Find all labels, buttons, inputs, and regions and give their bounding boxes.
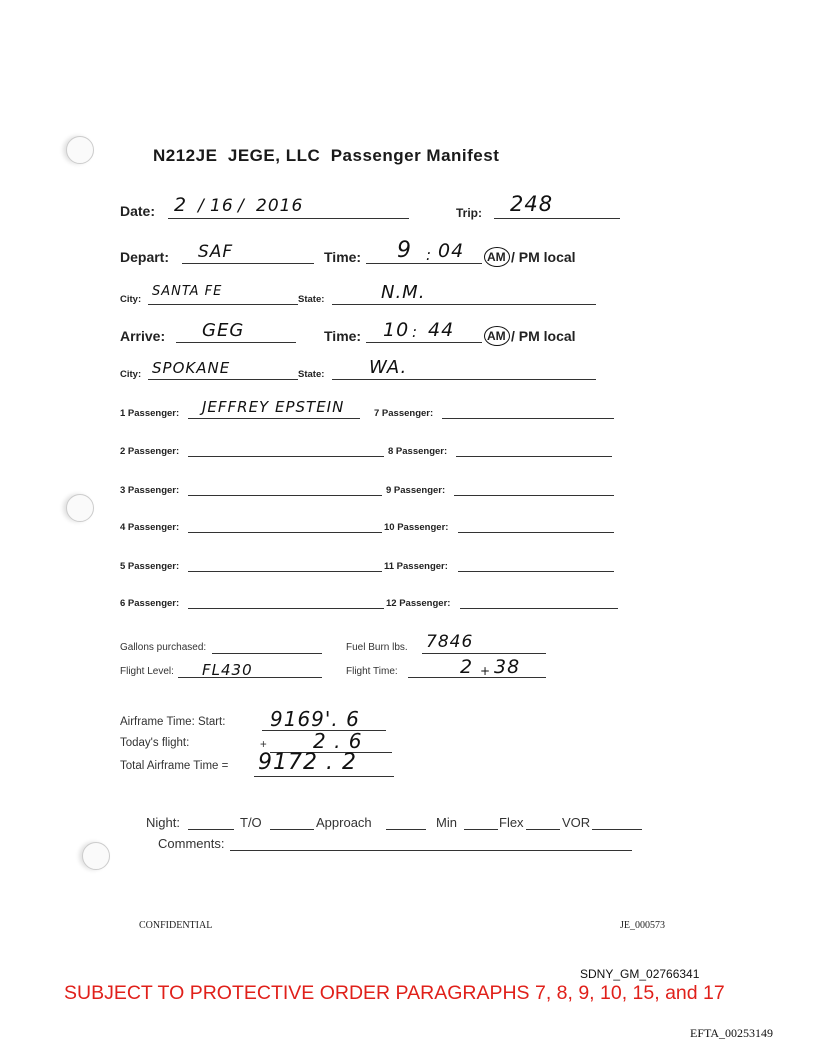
passenger-11-line — [458, 571, 614, 572]
arrive-pm-local-label: / PM local — [511, 328, 576, 344]
depart-colon: : — [426, 246, 433, 264]
to-line — [270, 829, 314, 830]
airframe-start-value: 9169'. 6 — [270, 707, 360, 731]
min-label: Min — [436, 815, 457, 830]
sdny-bates-number: SDNY_GM_02766341 — [580, 967, 700, 981]
passenger-5-line — [188, 571, 382, 572]
company-name: JEGE, LLC — [227, 146, 321, 165]
depart-label: Depart: — [120, 249, 170, 265]
airframe-start-label: Airframe Time: Start: — [120, 716, 226, 728]
trip-label: Trip: — [456, 206, 482, 220]
night-line — [188, 829, 234, 830]
je-bates-number: JE_000573 — [620, 920, 665, 931]
gallons-line — [212, 653, 322, 654]
depart-hour: 9 — [397, 238, 412, 263]
flight-level-label: Flight Level: — [120, 666, 174, 677]
passenger-12-label: 12 Passenger: — [386, 598, 451, 609]
depart-state-label: State: — [298, 294, 325, 305]
depart-pm-local-label: / PM local — [511, 249, 576, 265]
flex-line — [526, 829, 560, 830]
passenger-8-label: 8 Passenger: — [388, 446, 448, 457]
arrive-state-line — [332, 379, 596, 380]
depart-city-value: SANTA FE — [152, 284, 223, 299]
arrive-value: GEG — [202, 320, 245, 341]
flight-time-plus: + — [480, 664, 492, 678]
passenger-9-label: 9 Passenger: — [386, 485, 446, 496]
arrive-minute: 44 — [428, 319, 455, 341]
passenger-3-line — [188, 495, 382, 496]
depart-value: SAF — [198, 242, 234, 262]
depart-line — [182, 263, 314, 264]
flight-time-line — [408, 677, 546, 678]
depart-state-line — [332, 304, 596, 305]
form-title: Passenger Manifest — [330, 146, 500, 165]
depart-am-label: AM — [487, 250, 506, 264]
date-day: 16 — [210, 196, 234, 216]
efta-bates-number: EFTA_00253149 — [690, 1026, 774, 1040]
fuel-burn-value: 7846 — [426, 632, 474, 652]
arrive-hour: 10 — [383, 319, 410, 341]
punch-hole-middle — [66, 494, 94, 522]
punch-hole-bottom — [82, 842, 110, 870]
passenger-7-label: 7 Passenger: — [374, 408, 434, 419]
depart-state-value: N.M. — [381, 282, 426, 303]
protective-order-notice: SUBJECT TO PROTECTIVE ORDER PARAGRAPHS 7, 8, 9, 10, 15, and 17 — [64, 982, 725, 1004]
flight-time-minutes: 38 — [494, 656, 521, 678]
date-sep-1: / — [198, 196, 205, 216]
todays-flight-value: 2 . 6 — [313, 729, 363, 753]
todays-flight-plus: + — [260, 739, 267, 751]
punch-hole-top — [66, 136, 94, 164]
passenger-9-line — [454, 495, 614, 496]
night-label: Night: — [146, 815, 180, 830]
passenger-2-label: 2 Passenger: — [120, 446, 180, 457]
total-airframe-line — [254, 776, 394, 777]
date-month: 2 — [174, 194, 188, 216]
flight-time-hours: 2 — [460, 656, 474, 678]
to-label: T/O — [240, 815, 262, 830]
arrive-time-line — [366, 342, 482, 343]
depart-time-line — [366, 263, 482, 264]
date-sep-2: / — [238, 196, 245, 216]
passenger-2-line — [188, 456, 384, 457]
passenger-5-label: 5 Passenger: — [120, 561, 180, 572]
passenger-10-line — [458, 532, 614, 533]
passenger-12-line — [460, 608, 618, 609]
confidential-label: CONFIDENTIAL — [139, 920, 213, 931]
date-line — [168, 218, 409, 219]
passenger-10-label: 10 Passenger: — [384, 522, 449, 533]
comments-label: Comments: — [158, 836, 225, 851]
arrive-label: Arrive: — [120, 328, 166, 344]
arrive-city-label: City: — [120, 369, 142, 380]
date-year: 2016 — [256, 196, 304, 216]
vor-label: VOR — [562, 815, 591, 830]
passenger-3-label: 3 Passenger: — [120, 485, 180, 496]
passenger-4-label: 4 Passenger: — [120, 522, 180, 533]
total-airframe-label: Total Airframe Time = — [120, 760, 229, 772]
arrive-time-label: Time: — [324, 328, 362, 344]
passenger-11-label: 11 Passenger: — [384, 561, 448, 572]
date-label: Date: — [120, 203, 156, 219]
form-header — [153, 146, 499, 166]
arrive-colon: : — [412, 323, 419, 341]
depart-minute: 04 — [438, 240, 465, 262]
flex-label: Flex — [499, 815, 524, 830]
depart-city-line — [148, 304, 298, 305]
passenger-8-line — [456, 456, 612, 457]
comments-line — [230, 850, 632, 851]
depart-time-label: Time: — [324, 249, 362, 265]
total-airframe-value: 9172 . 2 — [258, 750, 357, 775]
fuel-burn-line — [422, 653, 546, 654]
trip-value: 248 — [510, 192, 554, 216]
min-line — [464, 829, 498, 830]
fuel-burn-label: Fuel Burn lbs. — [346, 642, 408, 653]
trip-line — [494, 218, 620, 219]
tail-number: N212JE — [153, 146, 218, 165]
depart-city-label: City: — [120, 294, 142, 305]
arrive-am-label: AM — [487, 329, 506, 343]
flight-level-value: FL430 — [202, 661, 253, 679]
arrive-state-label: State: — [298, 369, 325, 380]
vor-line — [592, 829, 642, 830]
arrive-city-value: SPOKANE — [152, 359, 231, 377]
passenger-6-line — [188, 608, 384, 609]
arrive-city-line — [148, 379, 298, 380]
passenger-6-label: 6 Passenger: — [120, 598, 180, 609]
arrive-line — [176, 342, 296, 343]
passenger-1-value: JEFFREY EPSTEIN — [202, 398, 345, 416]
gallons-label: Gallons purchased: — [120, 642, 207, 653]
approach-line — [386, 829, 426, 830]
passenger-1-line — [188, 418, 360, 419]
arrive-state-value: WA. — [369, 357, 408, 378]
approach-label: Approach — [316, 815, 372, 830]
passenger-7-line — [442, 418, 614, 419]
passenger-1-label: 1 Passenger: — [120, 408, 180, 419]
flight-time-label: Flight Time: — [346, 666, 398, 677]
passenger-4-line — [188, 532, 382, 533]
todays-flight-label: Today's flight: — [120, 737, 190, 749]
